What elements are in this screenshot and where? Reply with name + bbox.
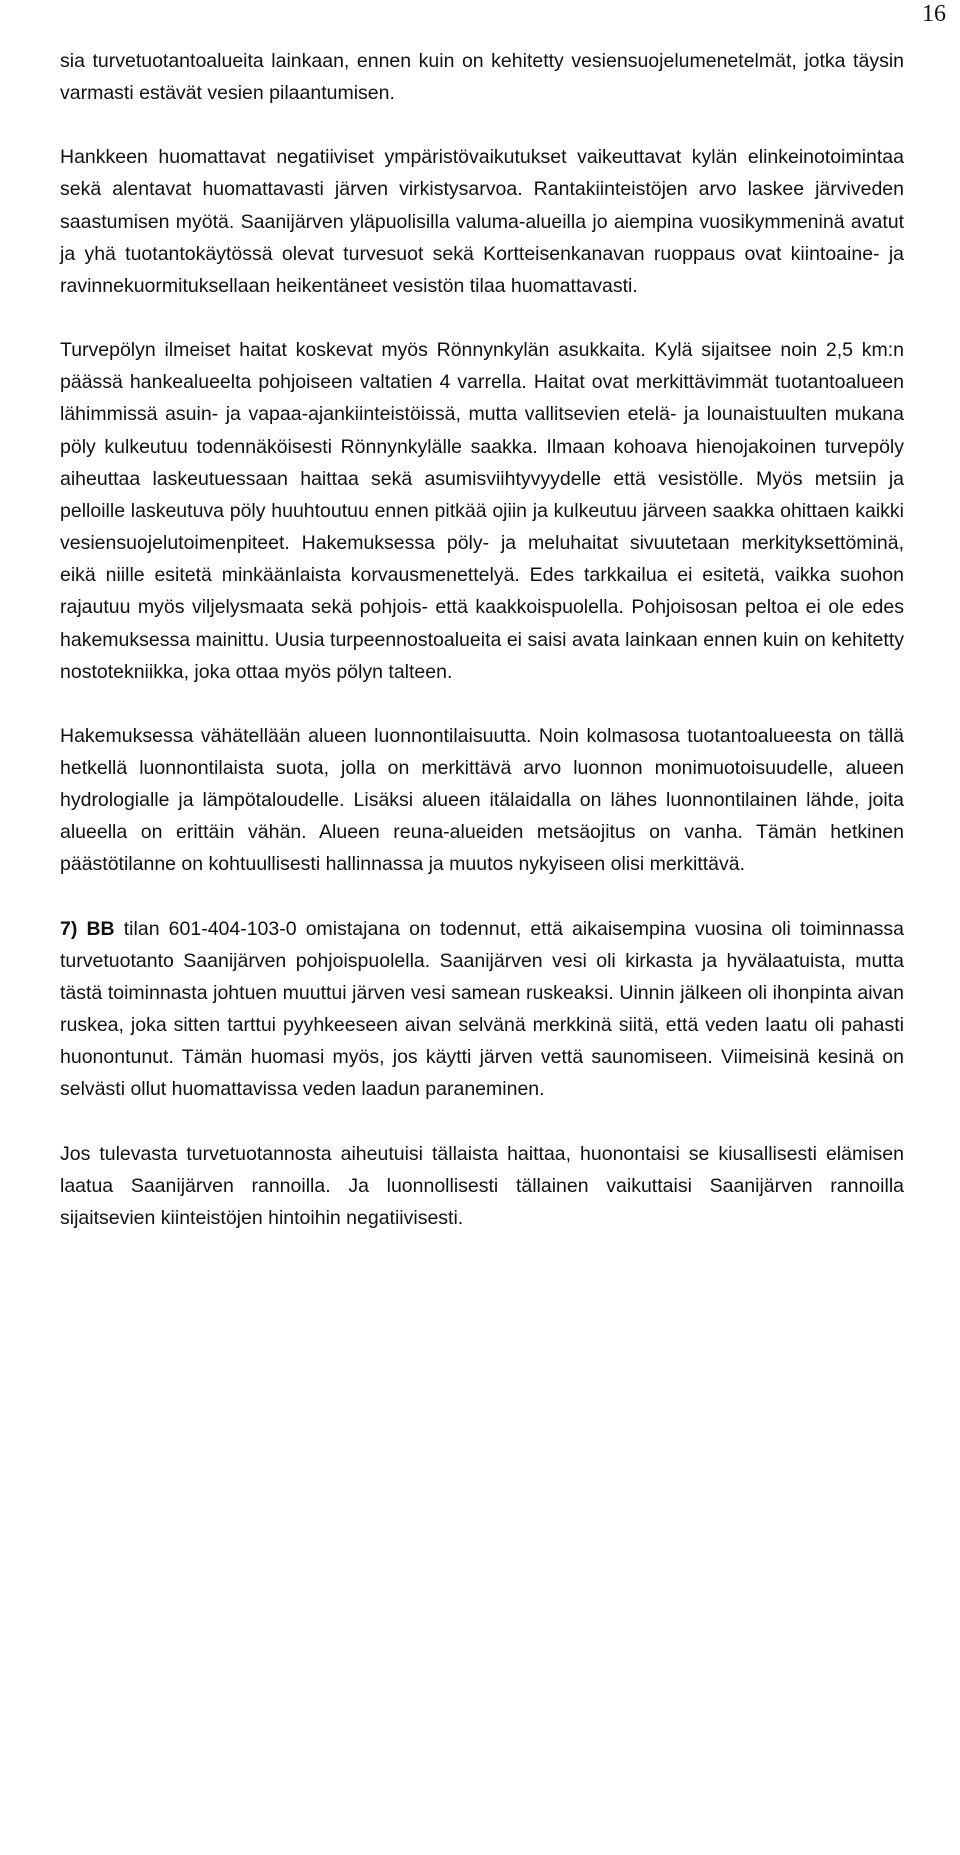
page-number: 16: [922, 1, 946, 27]
paragraph-3: Turvepölyn ilmeiset haitat koskevat myös Rönnynkylän asukkaita. Kylä sijaitsee noin 2,5 km:n päässä hankealueelta pohjoiseen valtatien 4 varrella. Haitat ovat merkittävimmät tuotantoalueen lähimmissä asuin- ja vapaa-ajankiinteistöissä, mutta vallitsevien etelä- ja lounaistuulten mukana pöly kulkeutuu todennäköisesti Rönnynkylälle saakka. Ilmaan kohoava hienojakoinen turvepöly aiheuttaa laskeutuessaan haittaa sekä asumisviihtyvyydelle että vesistölle. Myös metsiin ja pelloille laskeutuva pöly huuhtoutuu ennen pitkää ojiin ja kulkeutuu järveen saakka ohittaen kaikki vesiensuojelutoimenpiteet. Hakemuksessa pöly- ja meluhaitat sivuutetaan merkityksettöminä, eikä niille esitetä minkäänlaista korvausmenettelyä. Edes tarkkailua ei esitetä, vaikka suohon rajautuu myös viljelysmaata sekä pohjois- että kaakkoispuolella. Pohjoisosan peltoa ei ole edes hakemuksessa mainittu. Uusia turpeennostoalueita ei saisi avata lainkaan ennen kuin on kehitetty nostotekniikka, joka ottaa myös pölyn talteen.: [60, 339, 904, 683]
paragraph-5-text: tilan 601-404-103-0 omistajana on todennut, että aikaisempina vuosina oli toiminnassa turvetuotanto Saanijärven pohjoispuolella. Saanijärven vesi oli kirkasta ja hyvälaatuista, mutta tästä toiminnasta johtuen muuttui järven vesi samean ruskeaksi. Uinnin jälkeen oli ihonpinta aivan ruskea, joka sitten tarttui pyyhkeeseen aivan selvänä merkkinä siitä, että veden laatu oli pahasti huonontunut. Tämän huomasi myös, jos käytti järven vettä saunomiseen. Viimeisinä kesinä on selvästi ollut huomattavissa veden laadun paraneminen.: [60, 917, 905, 1101]
paragraph-5: [60, 913, 904, 1106]
paragraph-6: Jos tulevasta turvetuotannosta aiheutuisi tällaista haittaa, huonontaisi se kiusallisesti elämisen laatua Saanijärven rannoilla. Ja luonnollisesti tällainen vaikuttaisi Saanijärven rannoilla sijaitsevien kiinteistöjen hintoihin negatiivisesti.: [60, 1142, 904, 1229]
paragraph-5-label: 7) BB: [60, 917, 115, 940]
document-body: [60, 45, 904, 1234]
paragraph-1: sia turvetuotantoalueita lainkaan, ennen kuin on kehitetty vesiensuojelumenetelmät, jotka täysin varmasti estävät vesien pilaantumisen.: [60, 50, 904, 105]
paragraph-4: Hakemuksessa vähätellään alueen luonnontilaisuutta. Noin kolmasosa tuotantoalueesta on tällä hetkellä luonnontilaista suota, jolla on merkittävä arvo luonnon monimuotoisuudelle, alueen hydrologialle ja lämpötaloudelle. Lisäksi alueen itälaidalla on lähes luonnontilainen lähde, joita alueella on erittäin vähän. Alueen reuna-alueiden metsäojitus on vanha. Tämän hetkinen päästötilanne on kohtuullisesti hallinnassa ja muutos nykyiseen olisi merkittävä.: [60, 724, 904, 876]
paragraph-2: Hankkeen huomattavat negatiiviset ympäristövaikutukset vaikeuttavat kylän elinkeinotoimintaa sekä alentavat huomattavasti järven virkistysarvoa. Rantakiinteistöjen arvo laskee järviveden saastumisen myötä. Saanijärven yläpuolisilla valuma-alueilla jo aiempina vuosikymmeninä avatut ja yhä tuotantokäytössä olevat turvesuot sekä Kortteisenkanavan ruoppaus ovat kiintoaine- ja ravinnekuormituksellaan heikentäneet vesistön tilaa huomattavasti.: [60, 146, 904, 297]
